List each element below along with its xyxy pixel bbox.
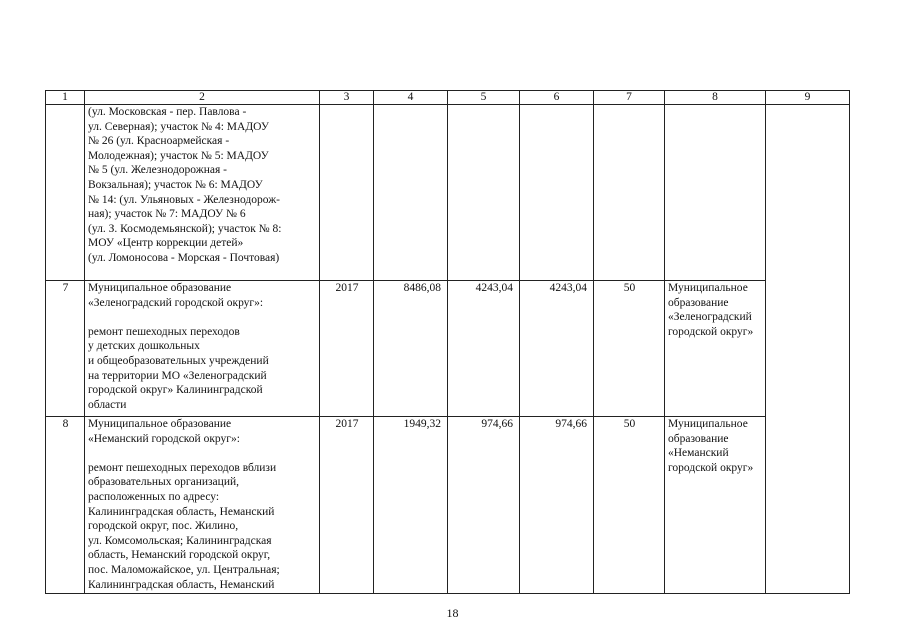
row-description [85, 417, 320, 594]
recipient-line: городской округ» [668, 461, 754, 474]
column-number-5: 5 [448, 91, 520, 105]
column-number-7: 7 [594, 91, 665, 105]
table-row [46, 417, 850, 594]
description-title-line: Муниципальное образование [88, 418, 232, 430]
description-line: область, Неманский городской округ, [88, 549, 271, 562]
column-number-header-row [46, 91, 850, 105]
data-table [45, 90, 850, 594]
row-col5: 974,66 [448, 417, 520, 594]
description-line: (ул. З. Космодемьянской); участок № 8: [88, 222, 282, 235]
recipient-line: городской округ» [668, 325, 754, 338]
description-line: у детских дошкольных [88, 340, 200, 353]
description-title-line: «Неманский городской округ»: [88, 432, 240, 445]
row-year: 2017 [320, 281, 374, 417]
description-line: ремонт пешеходных переходов вблизи [88, 461, 277, 474]
column-9-merged-cell [766, 105, 850, 594]
description-line: Калининградская область, Неманский [88, 505, 275, 518]
description-line: № 14: (ул. Ульяновых - Железнодорож- [88, 193, 281, 206]
page-number: 18 [446, 606, 459, 620]
recipient-line: «Зеленоградский [668, 311, 752, 324]
description-line: городской округ, пос. Жилино, [88, 520, 239, 533]
description-line: (ул. Ломоносова - Морская - Почтовая) [88, 251, 280, 264]
description-line: Вокзальная); участок № 6: МАДОУ [88, 178, 263, 191]
recipient-line: образование [668, 432, 729, 445]
column-number-9: 9 [766, 91, 850, 105]
row-number: 7 [46, 281, 85, 417]
row-col5: 4243,04 [448, 281, 520, 417]
description-line: (ул. Московская - пер. Павлова - [88, 106, 247, 118]
description-line: образовательных организаций, [88, 476, 239, 489]
description-line: ная); участок № 7: МАДОУ № 6 [88, 208, 246, 221]
description-line: городской округ» Калининградской [88, 384, 263, 397]
cell-empty [594, 105, 665, 281]
continuation-row [46, 105, 850, 281]
continuation-description [85, 105, 320, 281]
cell-num-empty [46, 105, 85, 281]
row-recipient [665, 417, 766, 594]
recipient-line: «Неманский [668, 447, 729, 460]
description-line: и общеобразовательных учреждений [88, 354, 269, 367]
description-line: расположенных по адресу: [88, 490, 220, 503]
column-number-4: 4 [374, 91, 448, 105]
recipient-line: Муниципальное [668, 282, 748, 294]
cell-empty [320, 105, 374, 281]
row-percent: 50 [594, 417, 665, 594]
row-total: 8486,08 [374, 281, 448, 417]
cell-empty [448, 105, 520, 281]
row-number: 8 [46, 417, 85, 594]
row-total: 1949,32 [374, 417, 448, 594]
row-percent: 50 [594, 281, 665, 417]
description-line: № 26 (ул. Красноармейская - [88, 135, 230, 148]
cell-empty [520, 105, 594, 281]
cell-empty [665, 105, 766, 281]
row-description [85, 281, 320, 417]
description-title-line: «Зеленоградский городской округ»: [88, 296, 264, 309]
description-line: на территории МО «Зеленоградский [88, 369, 267, 382]
row-recipient [665, 281, 766, 417]
row-col6: 4243,04 [520, 281, 594, 417]
description-line: № 5 (ул. Железнодорожная - [88, 164, 227, 177]
description-line: Калининградская область, Неманский [88, 578, 275, 591]
column-number-3: 3 [320, 91, 374, 105]
column-number-1: 1 [46, 91, 85, 105]
column-number-2: 2 [85, 91, 320, 105]
row-year: 2017 [320, 417, 374, 594]
description-line: ремонт пешеходных переходов [88, 325, 240, 338]
row-col6: 974,66 [520, 417, 594, 594]
description-line: МОУ «Центр коррекции детей» [88, 237, 244, 250]
recipient-line: образование [668, 296, 729, 309]
recipient-line: Муниципальное [668, 418, 748, 430]
table-row [46, 281, 850, 417]
description-line: ул. Северная); участок № 4: МАДОУ [88, 120, 269, 133]
description-line: ул. Комсомольская; Калининградская [88, 534, 272, 547]
cell-empty [374, 105, 448, 281]
column-number-6: 6 [520, 91, 594, 105]
description-line: области [88, 398, 127, 411]
description-title-line: Муниципальное образование [88, 282, 232, 294]
description-line: Молодежная); участок № 5: МАДОУ [88, 149, 269, 162]
column-number-8: 8 [665, 91, 766, 105]
description-line: пос. Маломожайское, ул. Центральная; [88, 563, 280, 576]
